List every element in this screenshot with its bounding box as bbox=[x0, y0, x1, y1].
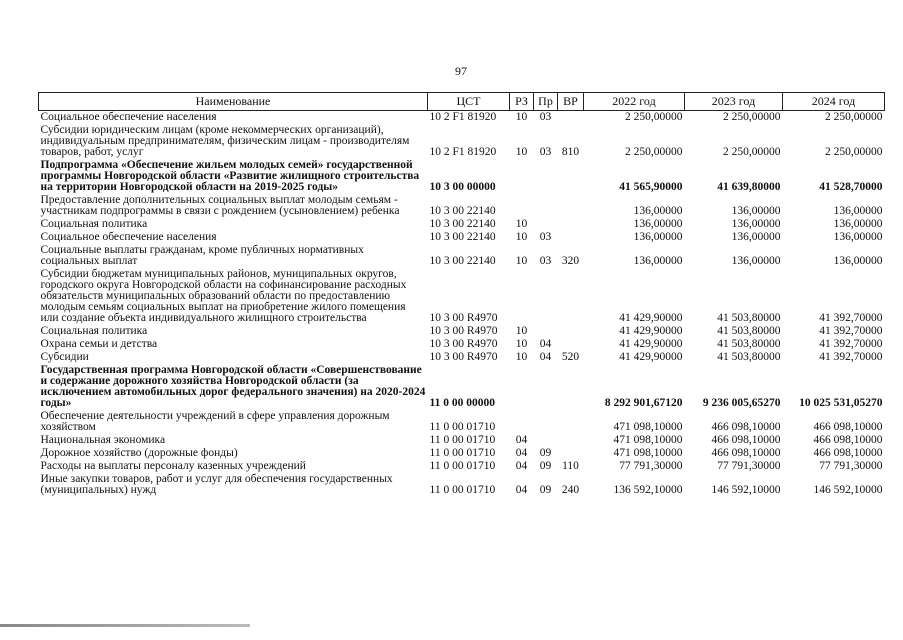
row-2023: 2 250,00000 bbox=[723, 146, 781, 158]
row-2023: 41 503,80000 bbox=[717, 351, 781, 363]
row-2024: 136,00000 bbox=[833, 205, 883, 217]
row-vr bbox=[558, 231, 584, 244]
row-rz: 10 bbox=[515, 231, 528, 243]
table-row bbox=[39, 231, 885, 244]
row-2022: 471 098,10000 bbox=[613, 447, 683, 459]
row-cst: 10 3 00 22140 bbox=[429, 231, 496, 243]
table-row bbox=[39, 194, 885, 218]
row-pr bbox=[534, 364, 558, 410]
row-pr: 09 bbox=[539, 460, 552, 472]
row-2022: 2 250,00000 bbox=[625, 146, 683, 158]
row-2022: 471 098,10000 bbox=[613, 434, 683, 446]
row-name: Субсидии юридическим лицам (кроме некоммерческих организаций), индивидуальным предпринимателям, физическим лицам - производителям товаров, работ, услуг bbox=[40, 124, 410, 158]
row-name: Государственная программа Новгородской области «Совершенствование и содержание дорожного хозяйства Новгородской области (за исключением автомобильных дорог федерального значения) на 2020-2024 годы» bbox=[40, 364, 426, 409]
table-row bbox=[39, 338, 885, 351]
row-cst: 11 0 00 00000 bbox=[429, 397, 495, 409]
row-2022: 136,00000 bbox=[633, 231, 683, 243]
row-2024: 10 025 531,05270 bbox=[799, 397, 883, 409]
row-rz bbox=[510, 364, 534, 410]
row-2024: 77 791,30000 bbox=[819, 460, 883, 472]
row-rz: 10 bbox=[515, 218, 528, 230]
row-2022: 136 592,10000 bbox=[613, 484, 683, 496]
table-row bbox=[39, 364, 885, 410]
row-name: Социальное обеспечение населения bbox=[40, 111, 217, 123]
row-cst: 10 3 00 R4970 bbox=[429, 338, 498, 350]
table-row bbox=[39, 351, 885, 364]
row-vr bbox=[558, 218, 584, 231]
row-rz bbox=[510, 268, 534, 325]
row-2024: 146 592,10000 bbox=[813, 484, 883, 496]
row-2024: 41 392,70000 bbox=[819, 312, 883, 324]
row-2022: 136,00000 bbox=[633, 218, 683, 230]
row-pr bbox=[534, 434, 558, 447]
row-2023: 41 503,80000 bbox=[717, 312, 781, 324]
row-cst: 10 3 00 22140 bbox=[429, 218, 496, 230]
row-cst: 10 3 00 22140 bbox=[429, 255, 496, 267]
row-name: Дорожное хозяйство (дорожные фонды) bbox=[40, 447, 238, 459]
row-rz: 04 bbox=[515, 447, 528, 459]
row-2024: 136,00000 bbox=[833, 255, 883, 267]
row-name: Социальная политика bbox=[40, 325, 148, 337]
row-2024: 466 098,10000 bbox=[813, 421, 883, 433]
row-pr: 03 bbox=[539, 255, 552, 267]
row-2023: 9 236 005,65270 bbox=[702, 397, 781, 409]
budget-table bbox=[38, 92, 885, 497]
row-vr bbox=[558, 268, 584, 325]
row-2023: 136,00000 bbox=[731, 218, 781, 230]
header-rz: РЗ bbox=[510, 93, 534, 111]
row-cst: 10 2 F1 81920 bbox=[429, 146, 497, 158]
row-name: Обеспечение деятельности учреждений в сфере управления дорожным хозяйством bbox=[40, 410, 390, 433]
row-rz: 10 bbox=[515, 255, 528, 267]
row-pr: 03 bbox=[539, 231, 552, 243]
row-cst: 10 3 00 00000 bbox=[429, 181, 496, 193]
row-2023: 136,00000 bbox=[731, 205, 781, 217]
row-pr: 09 bbox=[539, 447, 552, 459]
header-name: Наименование bbox=[39, 93, 428, 111]
row-vr bbox=[558, 325, 584, 338]
row-cst: 10 3 00 R4970 bbox=[429, 312, 498, 324]
row-rz: 10 bbox=[515, 351, 528, 363]
row-rz: 10 bbox=[515, 325, 528, 337]
header-vr: ВР bbox=[558, 93, 584, 111]
row-2023: 466 098,10000 bbox=[711, 434, 781, 446]
row-2024: 2 250,00000 bbox=[825, 146, 883, 158]
row-cst: 11 0 00 01710 bbox=[429, 460, 496, 472]
row-name: Охрана семьи и детства bbox=[40, 338, 158, 350]
table-row bbox=[39, 159, 885, 194]
row-rz bbox=[510, 410, 534, 434]
row-name: Социальное обеспечение населения bbox=[40, 231, 217, 243]
row-pr bbox=[534, 410, 558, 434]
row-2022: 471 098,10000 bbox=[613, 421, 683, 433]
row-name: Предоставление дополнительных социальных выплат молодым семьям - участникам подпрограммы в связи с рождением (усыновлением) ребенка bbox=[40, 194, 400, 217]
row-pr bbox=[534, 159, 558, 194]
row-vr: 240 bbox=[561, 484, 580, 496]
row-name: Социальные выплаты гражданам, кроме публичных нормативных социальных выплат bbox=[40, 244, 364, 267]
row-2023: 41 503,80000 bbox=[717, 338, 781, 350]
row-cst: 11 0 00 01710 bbox=[429, 447, 496, 459]
header-2024: 2024 год bbox=[783, 93, 885, 111]
table-header-row bbox=[39, 93, 885, 111]
row-pr bbox=[534, 268, 558, 325]
row-2022: 41 429,90000 bbox=[619, 338, 683, 350]
row-2023: 136,00000 bbox=[731, 255, 781, 267]
row-cst: 11 0 00 01710 bbox=[429, 484, 496, 496]
table-row bbox=[39, 460, 885, 473]
row-2024: 41 392,70000 bbox=[819, 338, 883, 350]
row-cst: 11 0 00 01710 bbox=[429, 434, 496, 446]
row-2024: 466 098,10000 bbox=[813, 434, 883, 446]
row-rz: 04 bbox=[515, 460, 528, 472]
row-name: Национальная экономика bbox=[40, 434, 166, 446]
row-pr: 04 bbox=[539, 338, 552, 350]
row-name: Подпрограмма «Обеспечение жильем молодых семей» государственной программы Новгородской области «Развитие жилищного строительства на территории Новгородской области на 2019-2025 годы» bbox=[40, 159, 420, 193]
scan-edge-line bbox=[0, 624, 250, 627]
row-2022: 136,00000 bbox=[633, 255, 683, 267]
row-2022: 41 429,90000 bbox=[619, 325, 683, 337]
row-2024: 2 250,00000 bbox=[825, 111, 883, 123]
table-row bbox=[39, 410, 885, 434]
row-2023: 466 098,10000 bbox=[711, 447, 781, 459]
row-rz: 10 bbox=[515, 146, 528, 158]
row-2022: 8 292 901,67120 bbox=[604, 397, 683, 409]
table-row bbox=[39, 447, 885, 460]
row-vr: 810 bbox=[561, 146, 580, 158]
row-cst: 10 3 00 R4970 bbox=[429, 351, 498, 363]
row-vr bbox=[558, 338, 584, 351]
table-row bbox=[39, 111, 885, 125]
row-rz: 10 bbox=[515, 338, 528, 350]
header-pr: Пр bbox=[534, 93, 558, 111]
row-2024: 41 392,70000 bbox=[819, 325, 883, 337]
row-vr bbox=[558, 447, 584, 460]
row-2023: 136,00000 bbox=[731, 231, 781, 243]
row-pr: 09 bbox=[539, 484, 552, 496]
row-vr bbox=[558, 410, 584, 434]
row-2022: 41 565,90000 bbox=[619, 181, 683, 193]
row-cst: 10 3 00 22140 bbox=[429, 205, 496, 217]
row-vr bbox=[558, 194, 584, 218]
row-vr bbox=[558, 159, 584, 194]
row-2024: 136,00000 bbox=[833, 231, 883, 243]
row-rz: 10 bbox=[515, 111, 528, 123]
row-2023: 2 250,00000 bbox=[723, 111, 781, 123]
row-pr bbox=[534, 325, 558, 338]
row-2023: 41 503,80000 bbox=[717, 325, 781, 337]
row-pr: 04 bbox=[539, 351, 552, 363]
row-cst: 10 2 F1 81920 bbox=[429, 111, 497, 123]
row-rz bbox=[510, 194, 534, 218]
row-2022: 41 429,90000 bbox=[619, 351, 683, 363]
row-2023: 146 592,10000 bbox=[711, 484, 781, 496]
row-2023: 41 639,80000 bbox=[717, 181, 781, 193]
table-row bbox=[39, 218, 885, 231]
table-row bbox=[39, 244, 885, 268]
row-cst: 10 3 00 R4970 bbox=[429, 325, 498, 337]
table-row bbox=[39, 124, 885, 159]
table-row bbox=[39, 325, 885, 338]
row-2024: 136,00000 bbox=[833, 218, 883, 230]
row-name: Расходы на выплаты персоналу казенных учреждений bbox=[40, 460, 306, 472]
table-row bbox=[39, 268, 885, 325]
row-2024: 41 392,70000 bbox=[819, 351, 883, 363]
row-2024: 41 528,70000 bbox=[819, 181, 883, 193]
row-name: Иные закупки товаров, работ и услуг для обеспечения государственных (муниципальных) нужд bbox=[40, 473, 393, 496]
header-2023: 2023 год bbox=[685, 93, 783, 111]
row-vr bbox=[558, 111, 584, 125]
row-vr bbox=[558, 434, 584, 447]
row-vr: 320 bbox=[561, 255, 580, 267]
row-pr: 03 bbox=[539, 111, 552, 123]
header-cst: ЦСТ bbox=[428, 93, 510, 111]
row-vr bbox=[558, 364, 584, 410]
row-rz bbox=[510, 159, 534, 194]
row-2022: 2 250,00000 bbox=[625, 111, 683, 123]
row-2023: 77 791,30000 bbox=[717, 460, 781, 472]
row-2024: 466 098,10000 bbox=[813, 447, 883, 459]
row-2022: 136,00000 bbox=[633, 205, 683, 217]
row-2023: 466 098,10000 bbox=[711, 421, 781, 433]
row-pr: 03 bbox=[539, 146, 552, 158]
row-name: Субсидии бюджетам муниципальных районов, муниципальных округов, городского округа Новгородской области на софинансирование расходных обязательств муниципальных образований области по предоставлению молодым семьям социальных выплат на приобретение жилого помещения или создание объекта индивидуального жилищного строительства bbox=[40, 268, 407, 324]
row-vr: 520 bbox=[561, 351, 580, 363]
table-row bbox=[39, 473, 885, 497]
row-cst: 11 0 00 01710 bbox=[429, 421, 496, 433]
header-2022: 2022 год bbox=[584, 93, 685, 111]
page-number: 97 bbox=[455, 64, 467, 78]
row-name: Субсидии bbox=[40, 351, 89, 363]
row-2022: 77 791,30000 bbox=[619, 460, 683, 472]
row-name: Социальная политика bbox=[40, 218, 148, 230]
row-pr bbox=[534, 194, 558, 218]
row-rz: 04 bbox=[515, 484, 528, 496]
table-row bbox=[39, 434, 885, 447]
row-vr: 110 bbox=[562, 460, 579, 472]
row-pr bbox=[534, 218, 558, 231]
row-rz: 04 bbox=[515, 434, 528, 446]
row-2022: 41 429,90000 bbox=[619, 312, 683, 324]
